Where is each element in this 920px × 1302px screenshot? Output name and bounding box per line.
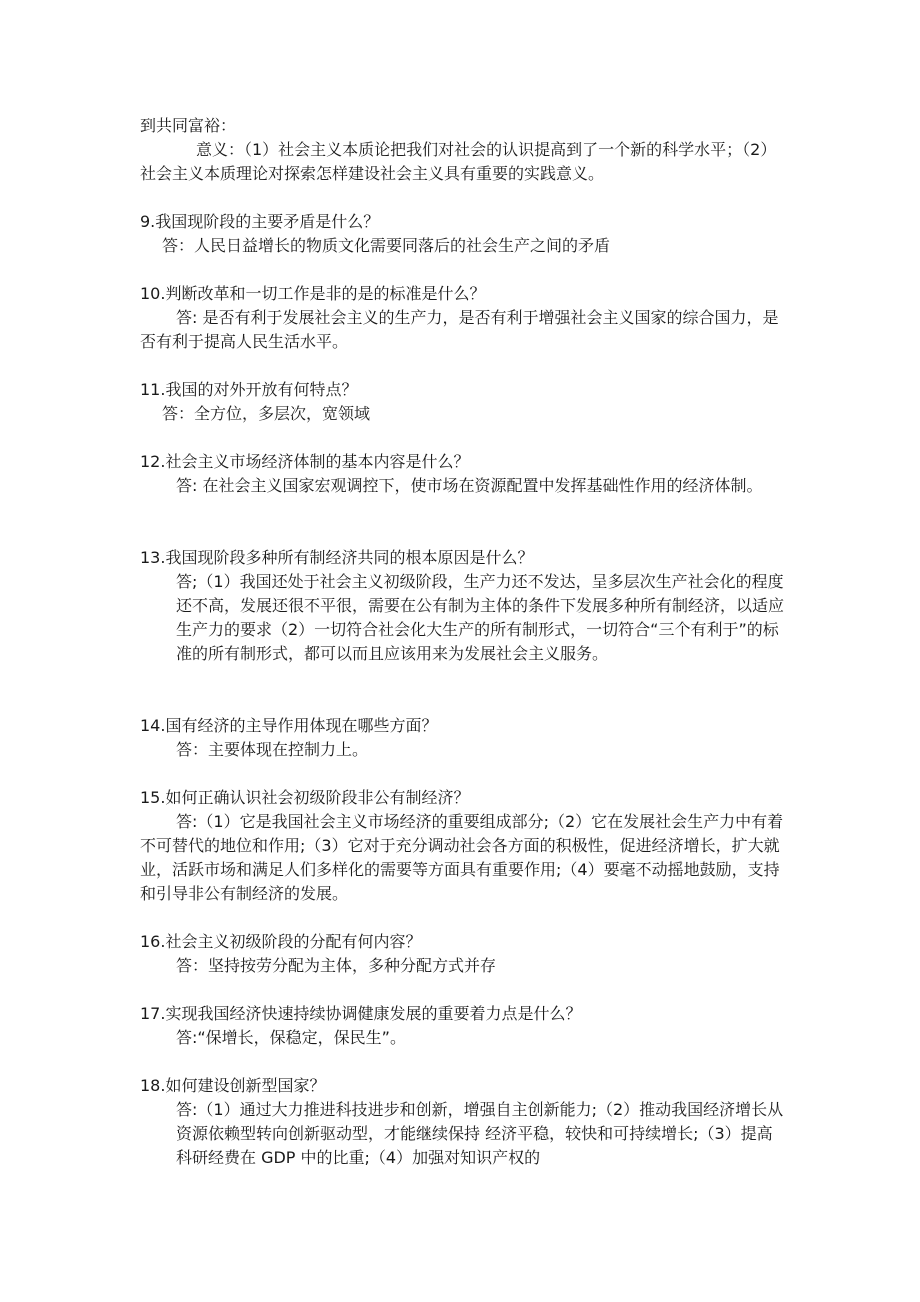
question-9: 9.我国现阶段的主要矛盾是什么？ <box>140 212 380 231</box>
answer-18: 答:（1）通过大力推进科技进步和创新，增强自主创新能力;（2）推动我国经济增长从资源依赖型转向创新驱动型，才能继续保持 经济平稳，较快和可持续增长;（3）提高科研经费在 GDP 中的比重;（4）加强对知识产权的 <box>176 1100 784 1167</box>
answer-10: 答: 是否有利于发展社会主义的生产力，是否有利于增强社会主义国家的综合国力，是否有利于提高人民生活水平。 <box>140 308 779 351</box>
question-17: 17.实现我国经济快速持续协调健康发展的重要着力点是什么？ <box>140 1004 582 1023</box>
question-12: 12.社会主义市场经济体制的基本内容是什么？ <box>140 452 470 471</box>
question-14: 14.国有经济的主导作用体现在哪些方面？ <box>140 716 438 735</box>
question-10: 10.判断改革和一切工作是非的是的标准是什么？ <box>140 284 486 303</box>
question-15: 15.如何正确认识社会初级阶段非公有制经济？ <box>140 788 470 807</box>
answer-15: 答:（1）它是我国社会主义市场经济的重要组成部分;（2）它在发展社会生产力中有着不可替代的地位和作用;（3）它对于充分调动社会各方面的积极性，促进经济增长，扩大就业，活跃市场和满足人们多样化的需要等方面具有重要作用;（4）要毫不动摇地鼓励，支持和引导非公有制经济的发展。 <box>140 812 784 903</box>
answer-12: 答: 在社会主义国家宏观调控下，使市场在资源配置中发挥基础性作用的经济体制。 <box>176 476 763 495</box>
question-13: 13.我国现阶段多种所有制经济共同的根本原因是什么？ <box>140 548 534 567</box>
answer-17: 答:“保增长，保稳定，保民生”。 <box>176 1028 406 1047</box>
answer-13: 答;（1）我国还处于社会主义初级阶段，生产力还不发达，呈多层次生产社会化的程度还不高，发展还很不平很，需要在公有制为主体的条件下发展多种所有制经济，以适应生产力的要求（2）一切符合社会化大生产的所有制形式，一切符合“三个有利于”的标准的所有制形式，都可以而且应该用来为发展社会主义服务。 <box>176 572 785 663</box>
answer-14: 答：主要体现在控制力上。 <box>176 740 369 759</box>
question-11: 11.我国的对外开放有何特点？ <box>140 380 358 399</box>
answer-11: 答：全方位，多层次，宽领域 <box>162 404 371 423</box>
meaning-paragraph: 意义：（1）社会主义本质论把我们对社会的认识提高到了一个新的科学水平；（2）社会主义本质理论对探索怎样建设社会主义具有重要的实践意义。 <box>140 140 777 183</box>
answer-9: 答：人民日益增长的物质文化需要同落后的社会生产之间的矛盾 <box>162 236 611 255</box>
question-18: 18.如何建设创新型国家？ <box>140 1076 326 1095</box>
answer-16: 答：坚持按劳分配为主体，多种分配方式并存 <box>176 956 497 975</box>
intro-line: 到共同富裕： <box>140 116 237 135</box>
question-16: 16.社会主义初级阶段的分配有何内容？ <box>140 932 422 951</box>
